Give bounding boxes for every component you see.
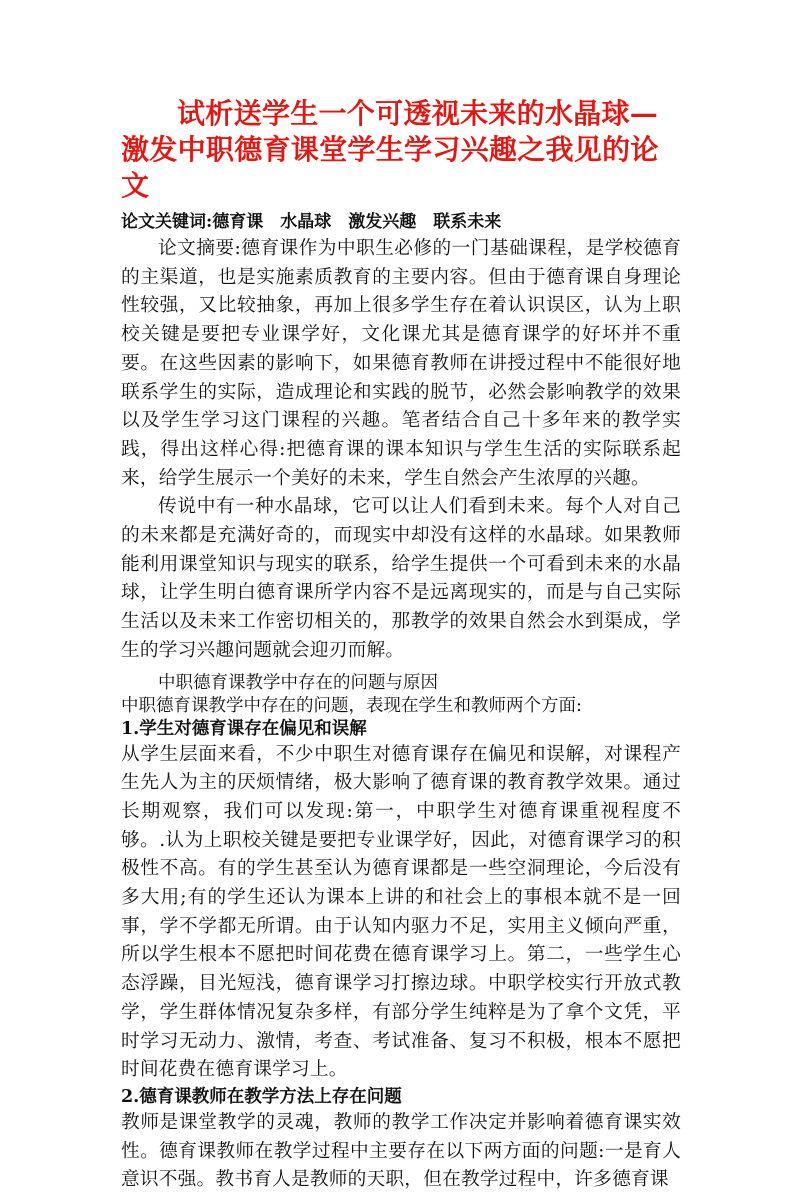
students-paragraph: 从学生层面来看，不少中职生对德育课存在偏见和误解，对课程产生先人为主的厌烦情绪，极大影响了德育课的教育教学效果。通过长期观察，我们可以发现:第一，中职学生对德育课重视程度不够。.认为上职校关键是要把专业课学好，因此，对德育课学习的积极性不高。有的学生甚至认为德育课都是一些空洞理论，今后没有多大用;有的学生还认为课本上讲的和社会上的事根本就不是一回事，学不学都无所谓。由于认知内驱力不足，实用主义倾向严重，所以学生根本不愿把时间花费在德育课学习上。第二，一些学生心态浮躁，目光短浅，德育课学习打擦边球。中职学校实行开放式教学，学生群体情况复杂多样，有部分学生纯粹是为了拿个文凭，平时学习无动力、激情，考查、考试准备、复习不积极，根本不愿把时间花费在德育课学习上。 xyxy=(121,743,681,1081)
heading-teachers: 2.德育课教师在教学方法上存在问题 xyxy=(121,1086,402,1107)
teachers-paragraph: 教师是课堂教学的灵魂，教师的教学工作决定并影响着德育课实效性。德育课教师在教学过程中主要存在以下两方面的问题:一是育人意识不强。教书育人是教师的天职，但在教学过程中，许多德育课 xyxy=(121,1111,681,1191)
keywords-line: 论文关键词:德育课 水晶球 激发兴趣 联系未来 xyxy=(121,212,502,232)
document-title: 试析送学生一个可透视未来的水晶球—激发中职德育课堂学生学习兴趣之我见的论文 xyxy=(121,97,659,202)
section-title: 中职德育课教学中存在的问题与原因 xyxy=(158,672,438,693)
section-intro: 中职德育课教学中存在的问题，表现在学生和教师两个方面: xyxy=(121,695,582,716)
document-page xyxy=(121,96,681,1195)
heading-students: 1.学生对德育课存在偏见和误解 xyxy=(121,718,367,739)
abstract-paragraph: 论文摘要:德育课作为中职生必修的一门基础课程，是学校德育的主渠道，也是实施素质教育的主要内容。但由于德育课自身理论性较强，又比较抽象，再加上很多学生存在着认识误区，认为上职校关键是要把专业课学好，文化课尤其是德育课学的好坏并不重要。在这些因素的影响下，如果德育教师在讲授过程中不能很好地联系学生的实际，造成理论和实践的脱节，必然会影响教学的效果以及学生学习这门课程的兴趣。笔者结合自己十多年来的教学实践，得出这样心得:把德育课的课本知识与学生生活的实际联系起来，给学生展示一个美好的未来，学生自然会产生浓厚的兴趣。 xyxy=(121,238,681,489)
legend-paragraph: 传说中有一种水晶球，它可以让人们看到未来。每个人对自己的未来都是充满好奇的，而现实中却没有这样的水晶球。如果教师能利用课堂知识与现实的联系，给学生提供一个可看到未来的水晶球，让学生明白德育课所学内容不是远离现实的，而是与自己实际生活以及未来工作密切相关的，那教学的效果自然会水到渠成，学生的学习兴趣问题就会迎刃而解。 xyxy=(121,496,681,661)
